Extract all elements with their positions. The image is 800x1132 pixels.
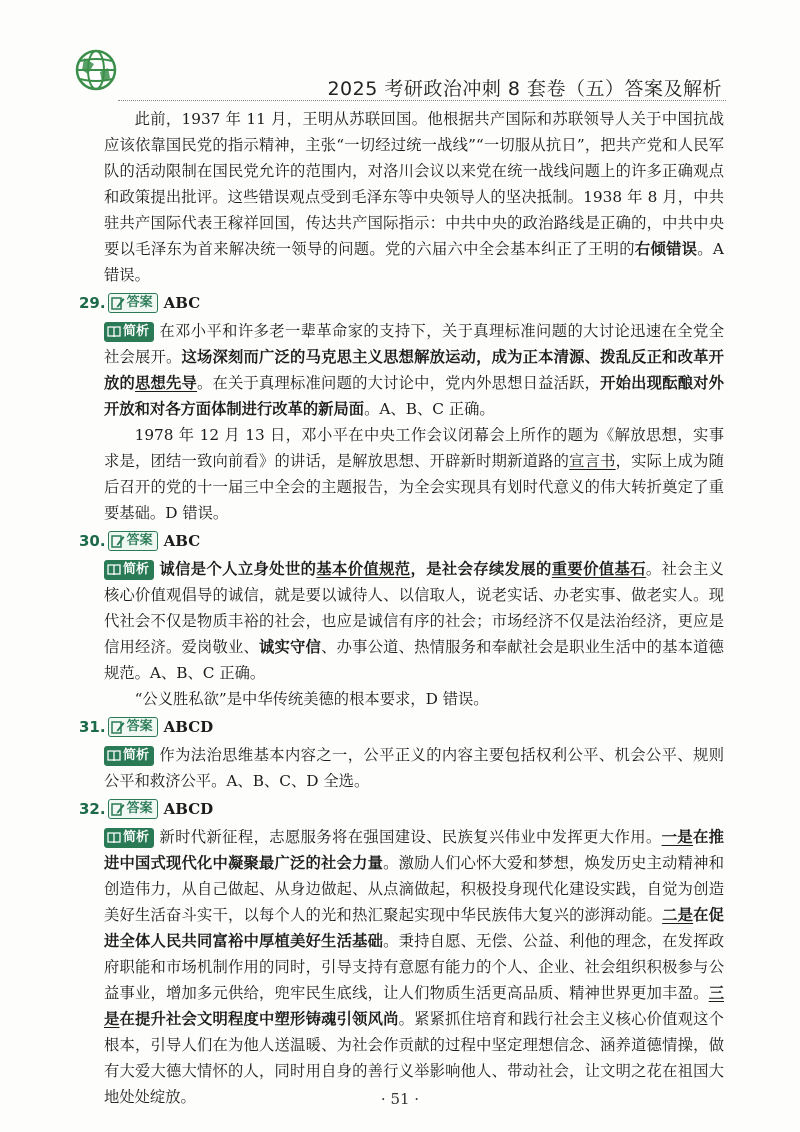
question-29-answer-line — [79, 290, 724, 316]
analysis-badge — [104, 560, 154, 580]
text-segment: 在邓小平和许多老一辈革命家的支持下，关于真理标准问题的大讨论迅速在全党全社会展开。 — [104, 322, 724, 366]
book-icon — [107, 750, 121, 762]
answer-label: 答案 — [126, 533, 153, 548]
text-segment: 。A、B、C 正确。 — [364, 400, 495, 418]
bold-segment: 诚信是个人立身处世的 — [159, 560, 317, 578]
bold-underline-segment: 三是 — [104, 984, 724, 1028]
answer-badge — [108, 531, 158, 551]
answer-value: ABCD — [163, 718, 214, 736]
text-segment: 。秉持自愿、无偿、公益、利他的理念，在发挥政府职能和市场机制作用的同时，引导支持有意愿有能力的个人、企业、社会组织积极参与公益事业，增加多元供给，兜牢民生底线，让人们物质生活更高品质、精神世界更加丰盈。 — [104, 932, 724, 1002]
pencil-note-icon — [111, 534, 125, 548]
bold-underline-segment: 二是 — [662, 906, 694, 924]
analysis-label: 简析 — [123, 324, 150, 339]
bold-underline-segment: 重要价值基石 — [551, 560, 646, 578]
question-number: 32. — [79, 800, 106, 818]
bold-segment: ，是社会存续发展的 — [410, 560, 552, 578]
bold-segment: 开始出现酝酿对外开放和对各方面体制进行改革的新局面 — [104, 374, 724, 418]
analysis-label: 简析 — [123, 748, 150, 763]
text-segment: 。紧紧抓住培育和践行社会主义核心价值观这个根本，引导人们在为他人送温暖、为社会作贡献的过程中坚定理想信念、涵养道德情操，做有大爱大德大情怀的人，同时用自身的善行义举影响他人、带动社会，让文明之花在祖国大地处处绽放。 — [104, 1010, 724, 1106]
question-number: 29. — [79, 294, 106, 312]
question-number: 30. — [79, 532, 106, 550]
analysis-badge — [104, 828, 154, 848]
book-icon — [107, 326, 121, 338]
question-31-analysis — [104, 742, 724, 794]
answer-value: ABCD — [163, 800, 214, 818]
question-number: 31. — [79, 718, 106, 736]
answer-value: ABC — [163, 294, 201, 312]
analysis-label: 简析 — [123, 562, 150, 577]
book-icon — [107, 564, 121, 576]
question-30-analysis — [104, 556, 724, 686]
answer-badge — [108, 293, 158, 313]
bold-segment: 在提升社会文明程度中塑形铸魂引领风尚 — [119, 1010, 399, 1028]
answer-value: ABC — [163, 532, 201, 550]
bold-segment: 在推进中国式现代化中凝聚最广泛的社会力量 — [104, 828, 724, 872]
question-30-paragraph-2: “公义胜私欲”是中华传统美德的根本要求，D 错误。 — [134, 690, 489, 708]
question-32-answer-line — [79, 796, 724, 822]
globe-logo-icon — [74, 48, 118, 92]
answer-label: 答案 — [126, 295, 153, 310]
bold-underline-segment: 一是 — [661, 828, 693, 846]
page-number: · 51 · — [380, 1090, 420, 1108]
question-30-answer-line — [79, 528, 724, 554]
question-29-paragraph-2 — [104, 422, 724, 526]
intro-bold-term: 右倾错误 — [634, 240, 698, 258]
text-segment: 新时代新征程，志愿服务将在强国建设、民族复兴伟业中发挥更大作用。 — [159, 828, 662, 846]
header-divider — [118, 100, 726, 101]
text-segment: 。社会主义核心价值观倡导的诚信，就是要以诚待人、以信取人，说老实话、办老实事、做老实人。现代社会不仅是物质丰裕的社会，也应是诚信有序的社会；市场经济不仅是法治经济，更应是信用经济。爱岗敬业、 — [104, 560, 724, 656]
bold-segment: 这场深刻而广泛的马克思主义思想解放运动，成为正本清源、拨乱反正和改革开放的 — [104, 348, 724, 392]
text-segment: 1978 年 12 月 13 日，邓小平在中央工作会议闭幕会上所作的题为《解放思想，实事求是，团结一致向前看》的讲话，是解放思想、开辟新时期新道路的 — [104, 426, 724, 470]
analysis-label: 简析 — [123, 830, 150, 845]
intro-text: 此前，1937 年 11 月，王明从苏联回国。他根据共产国际和苏联领导人关于中国抗战应该依靠国民党的指示精神，主张“一切经过统一战线”“一切服从抗日”，把共产党和人民军队的活动限制在国民党允许的范围内，对洛川会议以来党在统一战线问题上的许多正确观点和政策提出批评。这些错误观点受到毛泽东等中央领导人的坚决抵制。1938 年 8 月，中共驻共产国际代表王稼祥回国，传达共产国际指示：中共中央的政治路线是正确的，中共中央要以毛泽东为首来解决统一领导的问题。党的六届六中全会基本纠正了王明的 — [104, 110, 724, 258]
answer-label: 答案 — [126, 801, 153, 816]
text-segment: 。在关于真理标准问题的大讨论中，党内外思想日益活跃， — [197, 374, 601, 392]
pencil-note-icon — [111, 296, 125, 310]
bold-underline-segment: 思想先导 — [135, 374, 198, 392]
question-31-answer-line — [79, 714, 724, 740]
bold-segment: 诚实守信 — [259, 638, 322, 656]
analysis-badge — [104, 322, 154, 342]
answer-badge — [108, 717, 158, 737]
answer-label: 答案 — [126, 719, 153, 734]
answer-content — [79, 106, 724, 1110]
question-32-analysis — [104, 824, 724, 1110]
analysis-badge — [104, 746, 154, 766]
answer-badge — [108, 799, 158, 819]
question-29-analysis — [104, 318, 724, 422]
text-segment: 。激励人们心怀大爱和梦想，焕发历史主动精神和创造伟力，从自己做起、从身边做起、从点滴做起，积极投身现代化建设实践，自觉为创造美好生活奋斗实干，以每个人的光和热汇聚起实现中华民族伟大复兴的澎湃动能。 — [104, 854, 724, 924]
pencil-note-icon — [111, 802, 125, 816]
text-segment: 作为法治思维基本内容之一，公平正义的内容主要包括权利公平、机会公平、规则公平和救济公平。A、B、C、D 全选。 — [104, 746, 724, 790]
bold-underline-segment: 基本价值规范 — [316, 560, 411, 578]
intro-tail: 。A 错误。 — [104, 240, 724, 284]
pencil-note-icon — [111, 720, 125, 734]
text-segment: ，实际上成为随后召开的党的十一届三中全会的主题报告，为全会实现具有划时代意义的伟大转折奠定了重要基础。D 错误。 — [104, 452, 724, 522]
book-icon — [107, 832, 121, 844]
underline-segment: 宣言书 — [569, 452, 616, 470]
intro-paragraph — [104, 106, 724, 288]
text-segment: 、办事公道、热情服务和奉献社会是职业生活中的基本道德规范。A、B、C 正确。 — [104, 638, 724, 682]
header-title: 2025 考研政治冲刺 8 套卷（五）答案及解析 — [327, 78, 722, 100]
bold-segment: 在促进全体人民共同富裕中厚植美好生活基础 — [104, 906, 724, 950]
